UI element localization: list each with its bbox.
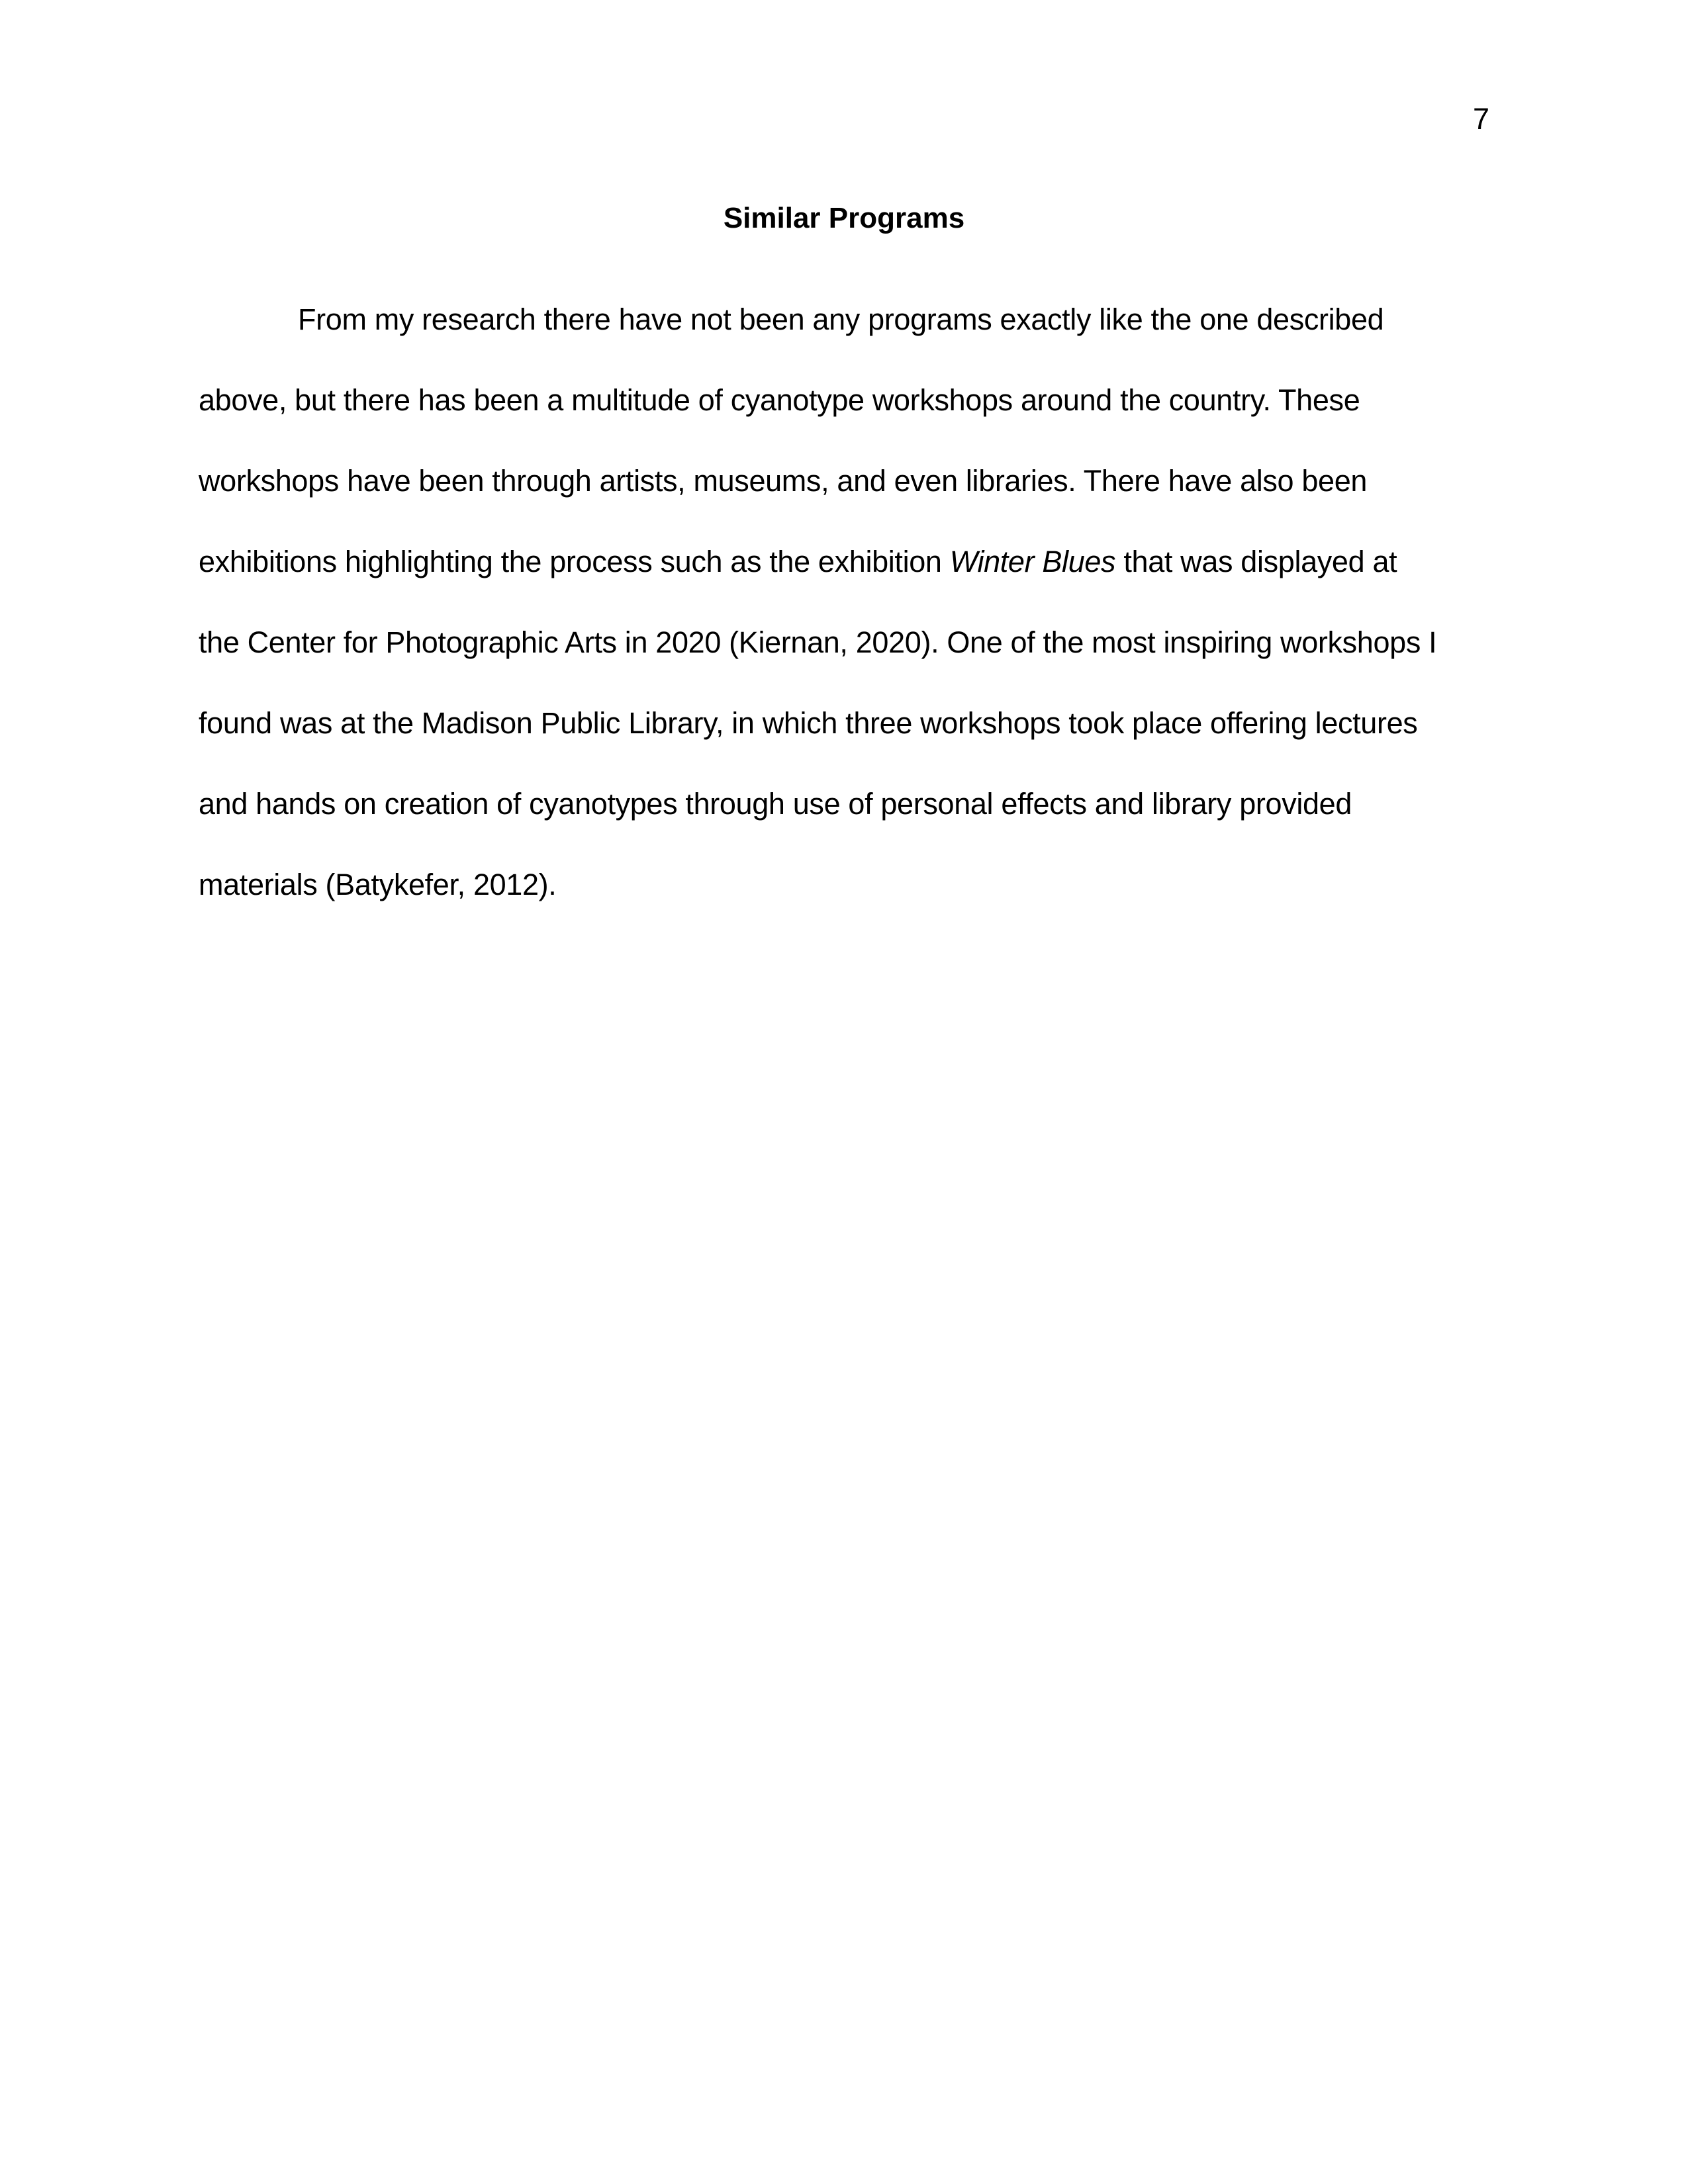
paragraph-line: the Center for Photographic Arts in 2020 (Kiernan, 2020). One of the most inspiring workshops I: [199, 625, 1437, 659]
paragraph-line: [199, 522, 1489, 602]
section-heading: Similar Programs: [723, 202, 965, 234]
exhibition-title: Winter Blues: [949, 545, 1116, 578]
paragraph-line: materials (Batykefer, 2012).: [199, 868, 557, 901]
line-text-after: that was displayed at: [1115, 545, 1397, 578]
body-paragraph: [199, 279, 1489, 925]
paragraph-line: found was at the Madison Public Library, in which three workshops took place offering lectures: [199, 706, 1418, 740]
paragraph-line: workshops have been through artists, museums, and even libraries. There have also been: [199, 464, 1368, 498]
paragraph-line: From my research there have not been any programs exactly like the one described: [298, 302, 1384, 336]
page-number: 7: [1472, 102, 1489, 136]
line-text-before: exhibitions highlighting the process such as the exhibition: [199, 545, 950, 578]
paragraph-line: above, but there has been a multitude of cyanotype workshops around the country. These: [199, 383, 1360, 417]
paragraph-line: and hands on creation of cyanotypes through use of personal effects and library provided: [199, 787, 1352, 821]
